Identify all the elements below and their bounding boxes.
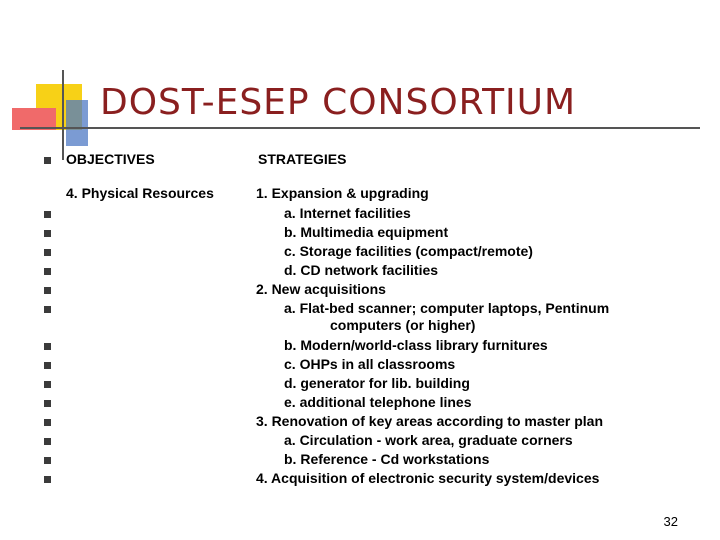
strategy-line: e. additional telephone lines	[284, 394, 472, 410]
decorative-blue-square	[66, 100, 88, 146]
bullet-icon	[44, 268, 51, 275]
strategy-line: a. Internet facilities	[284, 205, 411, 221]
page-number: 32	[663, 514, 678, 529]
strategy-line: computers (or higher)	[330, 317, 476, 333]
strategy-line: d. generator for lib. building	[284, 375, 470, 391]
bullet-icon	[44, 157, 51, 164]
bullet-icon	[44, 476, 51, 483]
strategies-header: STRATEGIES	[258, 151, 347, 167]
strategy-line: 1. Expansion & upgrading	[256, 185, 429, 201]
strategy-line: 2. New acquisitions	[256, 281, 386, 297]
strategy-line: b. Modern/world-class library furnitures	[284, 337, 548, 353]
bullet-icon	[44, 306, 51, 313]
strategy-line: a. Circulation - work area, graduate corners	[284, 432, 573, 448]
strategy-line: d. CD network facilities	[284, 262, 439, 278]
decorative-vertical-line	[62, 70, 64, 160]
bullet-icon	[44, 287, 51, 294]
bullet-icon	[44, 438, 51, 445]
strategy-line: a. Flat-bed scanner; computer laptops, Pentinum	[284, 300, 610, 316]
objectives-header: OBJECTIVES	[66, 151, 155, 167]
bullet-icon	[44, 343, 51, 350]
strategy-line: c. Storage facilities (compact/remote)	[284, 243, 533, 259]
slide-title: DOST-ESEP CONSORTIUM	[100, 82, 577, 123]
strategy-line: 4. Acquisition of electronic security system/devices	[256, 470, 600, 486]
bullet-icon	[44, 400, 51, 407]
bullet-icon	[44, 419, 51, 426]
bullet-icon	[44, 211, 51, 218]
bullet-icon	[44, 362, 51, 369]
title-divider-line	[20, 127, 700, 129]
strategy-line: b. Multimedia equipment	[284, 224, 449, 240]
bullet-icon	[44, 230, 51, 237]
strategy-line: c. OHPs in all classrooms	[284, 356, 456, 372]
bullet-icon	[44, 381, 51, 388]
strategy-line: b. Reference - Cd workstations	[284, 451, 490, 467]
bullet-icon	[44, 249, 51, 256]
objective-item: 4. Physical Resources	[66, 185, 214, 201]
bullet-icon	[44, 457, 51, 464]
strategy-line: 3. Renovation of key areas according to master plan	[256, 413, 603, 429]
